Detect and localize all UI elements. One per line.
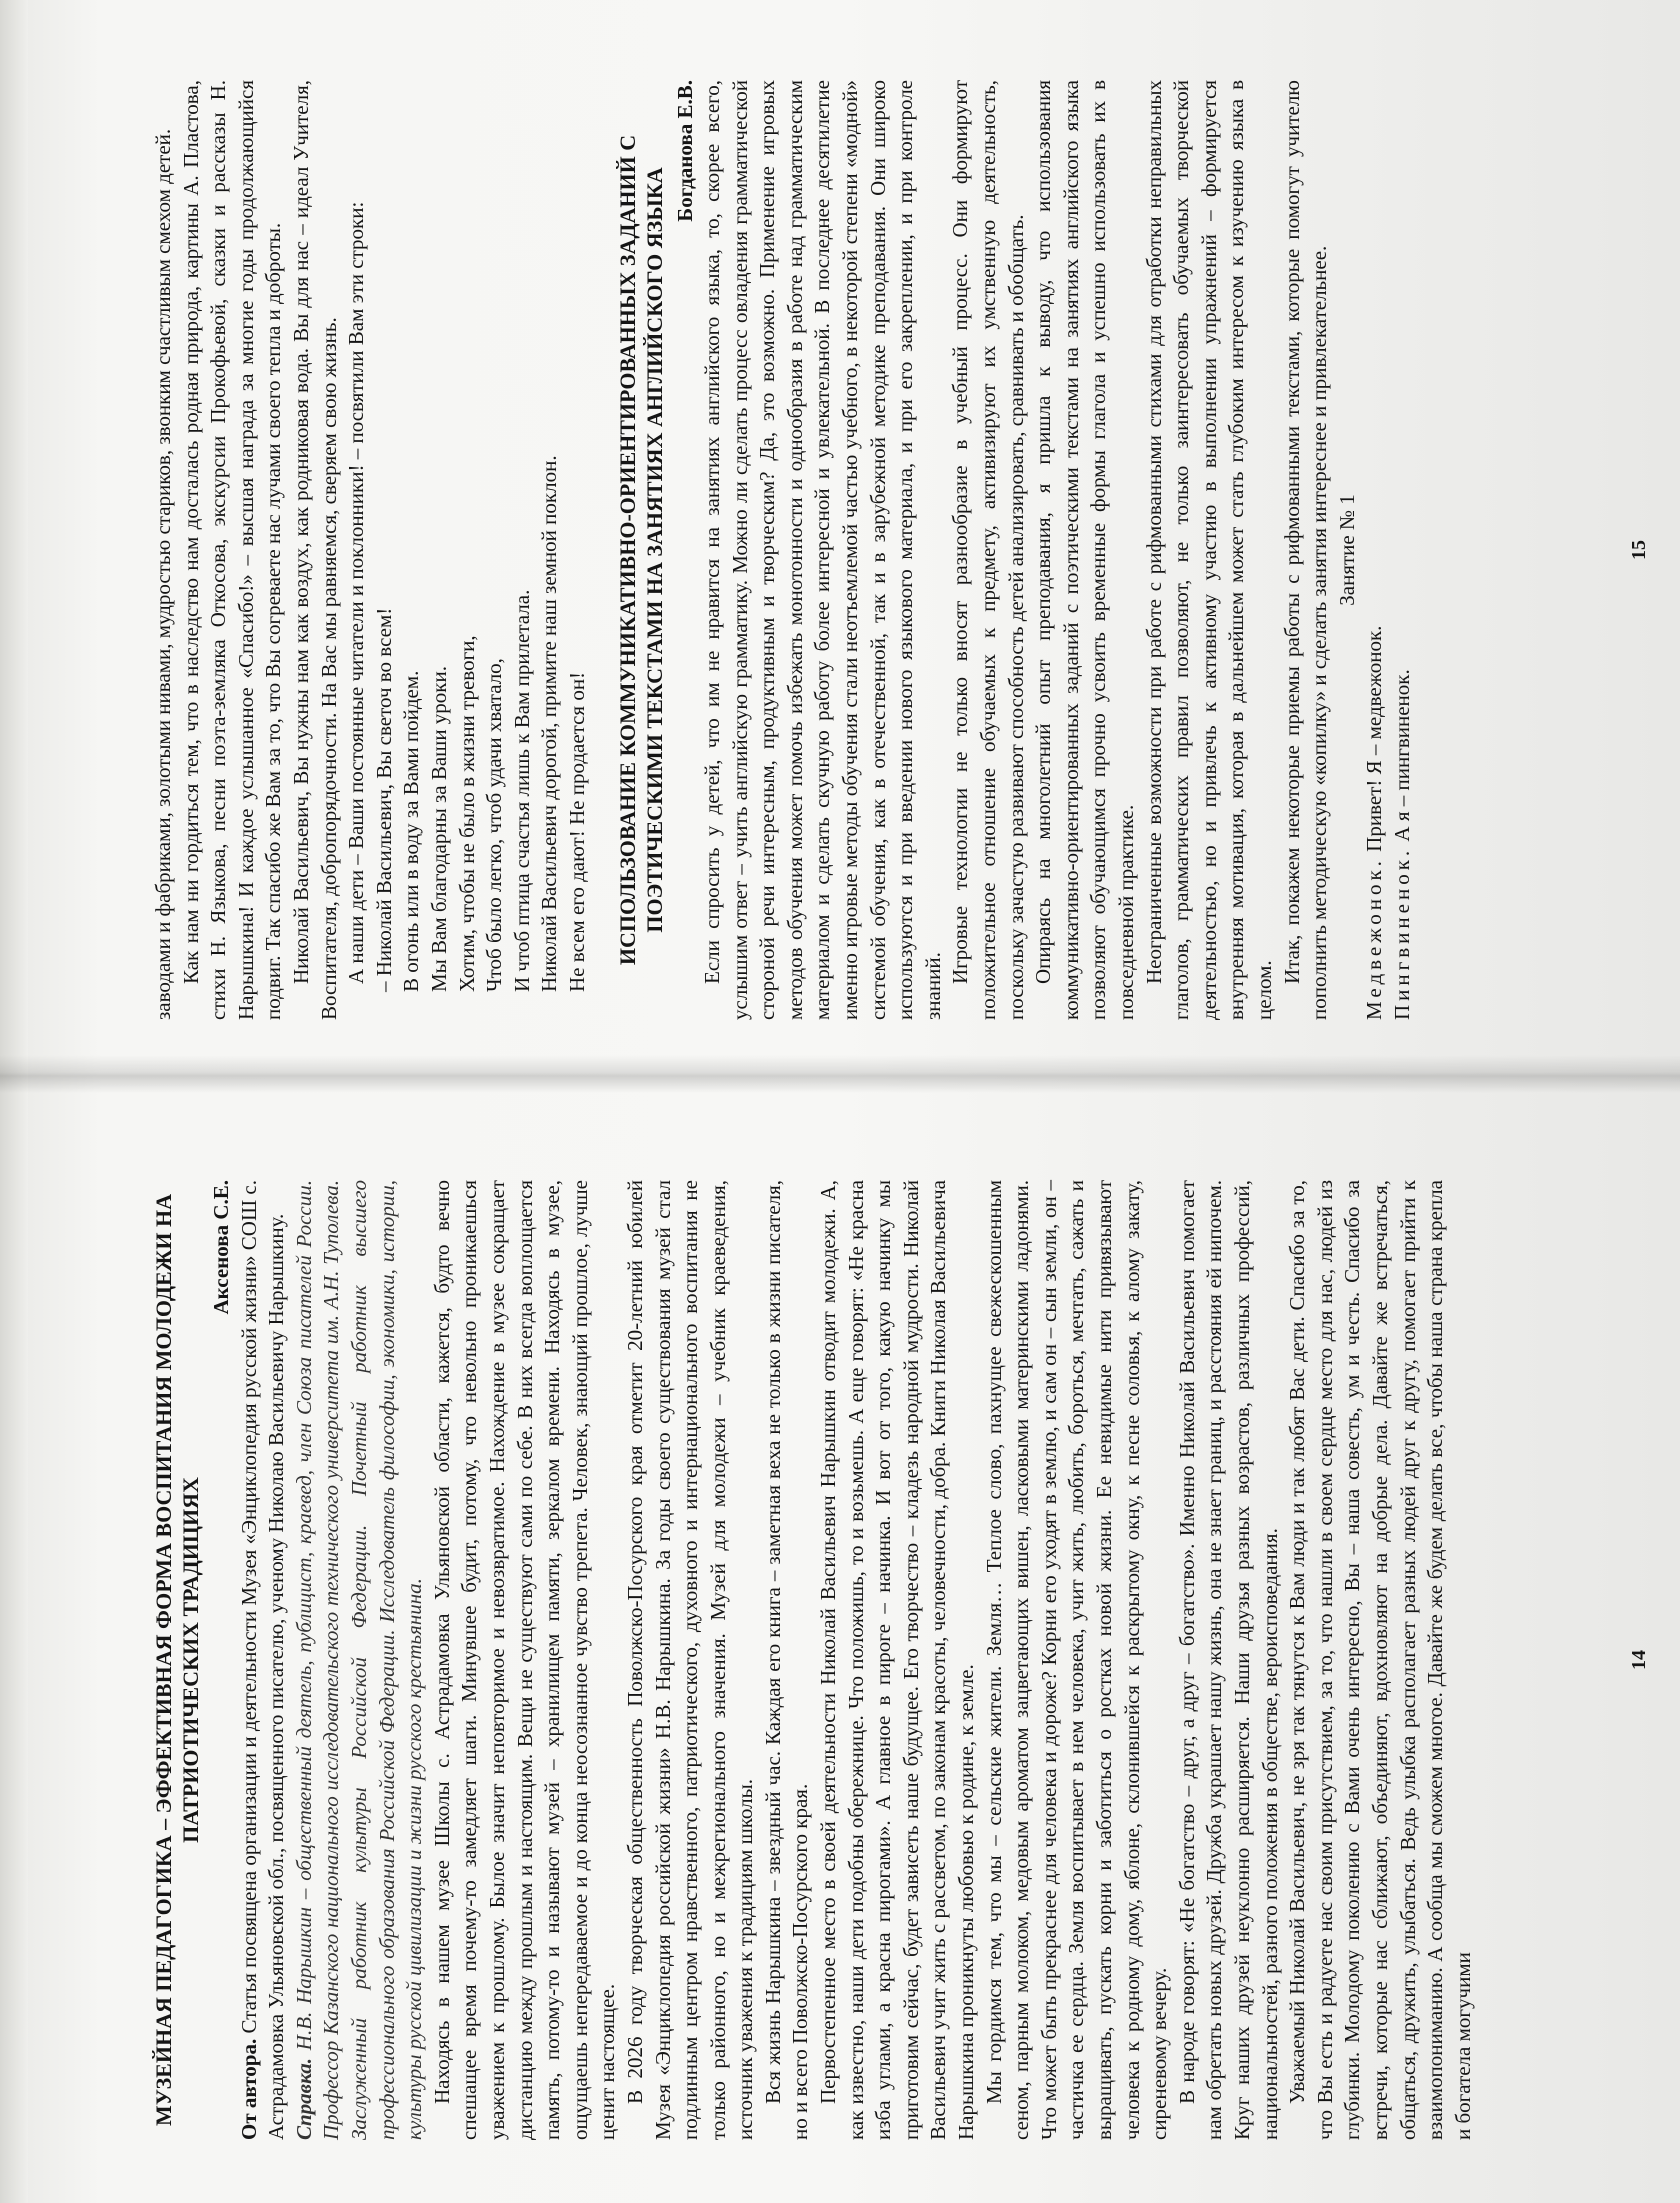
paragraph: Николай Васильевич, Вы нужны нам как воздух, как родниковая вода. Вы для нас – идеал Учителя, Воспитателя, добропорядочности. На Вас мы равняемся, сверяем свою жизнь. bbox=[288, 80, 341, 1020]
paragraph: Игровые технологии не только вносят разнообразие в учебный процесс. Они формируют положительное отношение обучаемых к предмету, активизируют их умственную деятельность, поскольку зачастую развивают способность детей анализировать, сравнивать и обобщать. bbox=[948, 80, 1028, 1020]
dialog-text: А я – пингвиненок. bbox=[1389, 669, 1414, 842]
article-title: МУЗЕЙНАЯ ПЕДАГОГИКА – ЭФФЕКТИВНАЯ ФОРМА ВОСПИТАНИЯ МОЛОДЕЖИ НА ПАТРИОТИЧЕСКИХ ТРАДИЦИЯХ bbox=[151, 1193, 203, 2127]
paragraph: Вся жизнь Нарышкина – звездный час. Каждая его книга – заметная веха не только в жизни писателя, но и всего Поволжско-Посурского края. bbox=[760, 1180, 813, 2140]
article-title: ИСПОЛЬЗОВАНИЕ КОММУНИКАТИВНО-ОРИЕНТИРОВАННЫХ ЗАДАНИЙ С ПОЭТИЧЕСКИМИ ТЕКСТАМИ НА ЗАНЯТИЯХ АНГЛИЙСКОГО ЯЗЫКА bbox=[614, 134, 667, 966]
poem-line: Не всем его дают! Не продается он! bbox=[564, 671, 589, 992]
poem-line: И чтоб птица счастья лишь к Вам прилетала. bbox=[509, 589, 534, 992]
poem-line: – Николай Васильевич, Вы светоч во всем! bbox=[371, 607, 396, 992]
from-author-label: От автора. bbox=[236, 2038, 261, 2140]
lesson-heading: Занятие № 1 bbox=[1334, 494, 1359, 606]
dialog-line bbox=[1389, 80, 1417, 1020]
page-14 bbox=[150, 1179, 1651, 2140]
paragraph: Мы гордимся тем, что мы – сельские жители. Земля… Теплое слово, пахнущее свежескошенным сеном, парным молоком, медовым ароматом зацветающих вишен, ласковыми материнскими ладонями. Что может быть прекраснее для человека и дороже? Корни его уходят в землю, и сам он – сын земли, он – частичка ее сердца. Земля воспитывает в нем человека, учит жить, любить, бороться, мечтать, сажать и выращивать, пускать корни и заботиться о ростках новой жизни. Ее невидимые нити привязывают человека к родному дому, яблоне, склонившейся к раскрытому окну, к песне соловья, к алому закату, сиреневому вечеру. bbox=[981, 1180, 1172, 2140]
page-15 bbox=[150, 80, 1651, 1020]
paragraph: Находясь в нашем музее Школы с. Астрадамовка Ульяновской области, кажется, будто вечно спешащее время почему-то замедляет шаги. Минувшее будит, потому, что невольно проникаешься уважением к прошлому. Былое значит неповторимое и невозвратимое. Нахождение в музее сокращает дистанцию между прошлым и настоящим. Вещи не существуют сами по себе. В них всегда воплощается память, потому-то и называют музей – хранилищем памяти, зеркалом времени. Находясь в музее, ощущаешь непередаваемое и до конца неосознанное чувство трепета. Человек, знающий прошлое, лучше ценит настоящее. bbox=[429, 1180, 620, 2140]
dialog-speaker: Пингвиненок. bbox=[1389, 846, 1414, 1020]
poem-line: Хотим, чтобы не было в жизни тревоги, bbox=[454, 635, 479, 992]
paragraph: Как нам ни гордиться тем, что в наследство нам досталась родная природа, картины А. Пластова, стихи Н. Языкова, песни поэта-земляка Откосова, экскурсии Прокофьевой, сказки и рассказы Н. Нарышкина! И каждое услышанное «Спасибо!» – высшая награда за многие годы продолжающийся подвиг. Так спасибо же Вам за то, что Вы согреваете нас лучами своего тепла и доброты. bbox=[178, 80, 286, 1020]
poem-line: Николай Васильевич дорогой, примите наш земной поклон. bbox=[537, 455, 562, 992]
poem-line: Мы Вам благодарны за Ваши уроки. bbox=[426, 666, 451, 992]
paragraph: Если спросить у детей, что им не нравится на занятиях английского языка, то, скорее всего, услышим ответ – учить английскую грамматику. Можно ли сделать процесс овладения грамматической стороной речи интересным, продуктивным и творческим? Да, это возможно. Применение игровых методов обучения может помочь избежать монотонности и однообразия в работе над грамматическим материалом и сделать скучную работу более интересной и увлекательной. В последнее десятилетие именно игровые методы обучения стали неотъемлемой частью учебного, в некоторой степени «модной» системой обучения, как в отечественной, так и в зарубежной методике преподавания. Они широко используются и при введении нового языкового материала, и при его закреплении, и при контроле знаний. bbox=[700, 80, 945, 1020]
scan-edge bbox=[0, 0, 28, 2203]
paragraph: В народе говорят: «Не богатство – друг, а друг – богатство». Именно Николай Васильевич помогает нам обретать новых друзей. Дружба украшает нашу жизнь, она не знает границ, и расстояния ей нипочем. Круг наших друзей неуклонно расширяется. Наши друзья разных возрастов, различных профессий, национальностей, разного положения в обществе, вероисповедания. bbox=[1174, 1180, 1282, 2140]
from-author-text: Статья посвящена организации и деятельности Музея «Энциклопедия русской жизни» СОШ с. Астрадамовка Ульяновской обл., посвященного писателю, ученому Николаю Васильевичу Нарышкину. bbox=[236, 1179, 289, 2140]
article-author: Аксенова С.Е. bbox=[209, 1180, 233, 1315]
paragraph: Первостепенное место в своей деятельности Николай Васильевич Нарышкин отводит молодежи. А, как известно, наши дети подобны обережнице. Что положишь, то и возьмешь. А еще говорят: «Не красна изба углами, а красна пирогами». А главное в пироге – начинка. И вот от того, какую начинку мы приготовим сейчас, будет зависеть наше будущее. Его творчество – кладезь народной мудрости. Николай Васильевич учит жить с рассветом, по законам красоты, человечности, добра. Книги Николая Васильевича Нарышкина проникнуты любовью к родине, к земле. bbox=[816, 1180, 979, 2140]
paragraph: заводами и фабриками, золотыми нивами, мудростью стариков, звонким счастливым смехом детей. bbox=[151, 128, 175, 1020]
book-binding bbox=[0, 1055, 1680, 1093]
from-author bbox=[236, 1180, 291, 2140]
reference-note bbox=[291, 1180, 429, 2140]
page-number: 14 bbox=[1628, 1650, 1651, 1670]
dialog-speaker: Медвежонок. bbox=[1362, 857, 1387, 1020]
dialog-line bbox=[1361, 80, 1389, 1020]
article-author: Богданова Е.В. bbox=[672, 80, 697, 222]
paragraph: В 2026 году творческая общественность Поволжско-Посурского края отметит 20-летний юбилей Музея «Энциклопедия российской жизни» Н.В. Нарышкина. За годы своего существования музей стал подлинным центром нравственного, патриотического, духовного и интернационального воспитания не только районного, но и межрегионального значения. Музей для молодежи – учебник краеведения, источник уважения к традициям школы. bbox=[622, 1180, 758, 2140]
paragraph: Неограниченные возможности при работе с рифмованными стихами для отработки неправильных глаголов, грамматических правил позволяют, не только заинтересовать обучаемых творческой деятельностью, но и привлечь к активному участию в выполнении упражнений – формируется внутренняя мотивация, которая в дальнейшем может стать глубоким интересом к изучению языка в целом. bbox=[1141, 80, 1276, 1020]
poem-line: В огонь или в воду за Вами пойдем. bbox=[399, 670, 424, 992]
paragraph: Итак, покажем некоторые приемы работы с рифмованными текстами, которые помогут учителю пополнить методическую «копилку» и сделать занятия интереснее и привлекательнее. bbox=[1279, 80, 1332, 1020]
reference-text: Н.В. Нарышкин – общественный деятель, публицист, краевед, член Союза писателей России. Профессор Казанского национального исследовательского технического университета им. А.Н. Туполева. Заслуженный работник культуры Российской Федерации. Почетный работник высшего профессионального образования Российской Федерации. Исследователь философии, экономики, истории, культуры русской цивилизации и жизни русского крестьянина. bbox=[291, 1179, 427, 2140]
page-number: 15 bbox=[1628, 540, 1651, 560]
dialog-text: Привет! Я – медвежонок. bbox=[1362, 625, 1387, 852]
poem bbox=[371, 80, 592, 1020]
paragraph: А наши дети – Ваши постоянные читатели и поклонники! – посвятили Вам эти строки: bbox=[344, 201, 369, 984]
reference-label: Справка. bbox=[291, 2058, 316, 2140]
poem-line: Чтоб было легко, чтоб удачи хватало, bbox=[482, 658, 507, 992]
paragraph: Уважаемый Николай Васильевич, не зря так тянутся к Вам люди и так любят Вас дети. Спасибо за то, что Вы есть и радуете нас своим присутствием, за то, что нашли в своем сердце место для нас, людей из глубинки. Молодому поколению с Вами очень интересно, Вы – наша совесть, ум и честь. Спасибо за встречи, которые нас сближают, объединяют, вдохновляют на добрые дела. Давайте же встречаться, общаться, дружить, улыбаться. Ведь улыбка располагает разных людей друг к другу, помогает прийти к взаимопониманию. А сообща мы сможем многое. Давайте же будем делать все, чтобы наша страна крепла и богатела могучими bbox=[1285, 1180, 1475, 2140]
paragraph: Опираясь на многолетний опыт преподавания, я пришла к выводу, что использования коммуникативно-ориентированных заданий с поэтическими текстами на занятиях английского языка позволяют обучающимся прочно усвоить временные формы глагола и успешно использовать их в повседневной практике. bbox=[1031, 80, 1138, 1020]
